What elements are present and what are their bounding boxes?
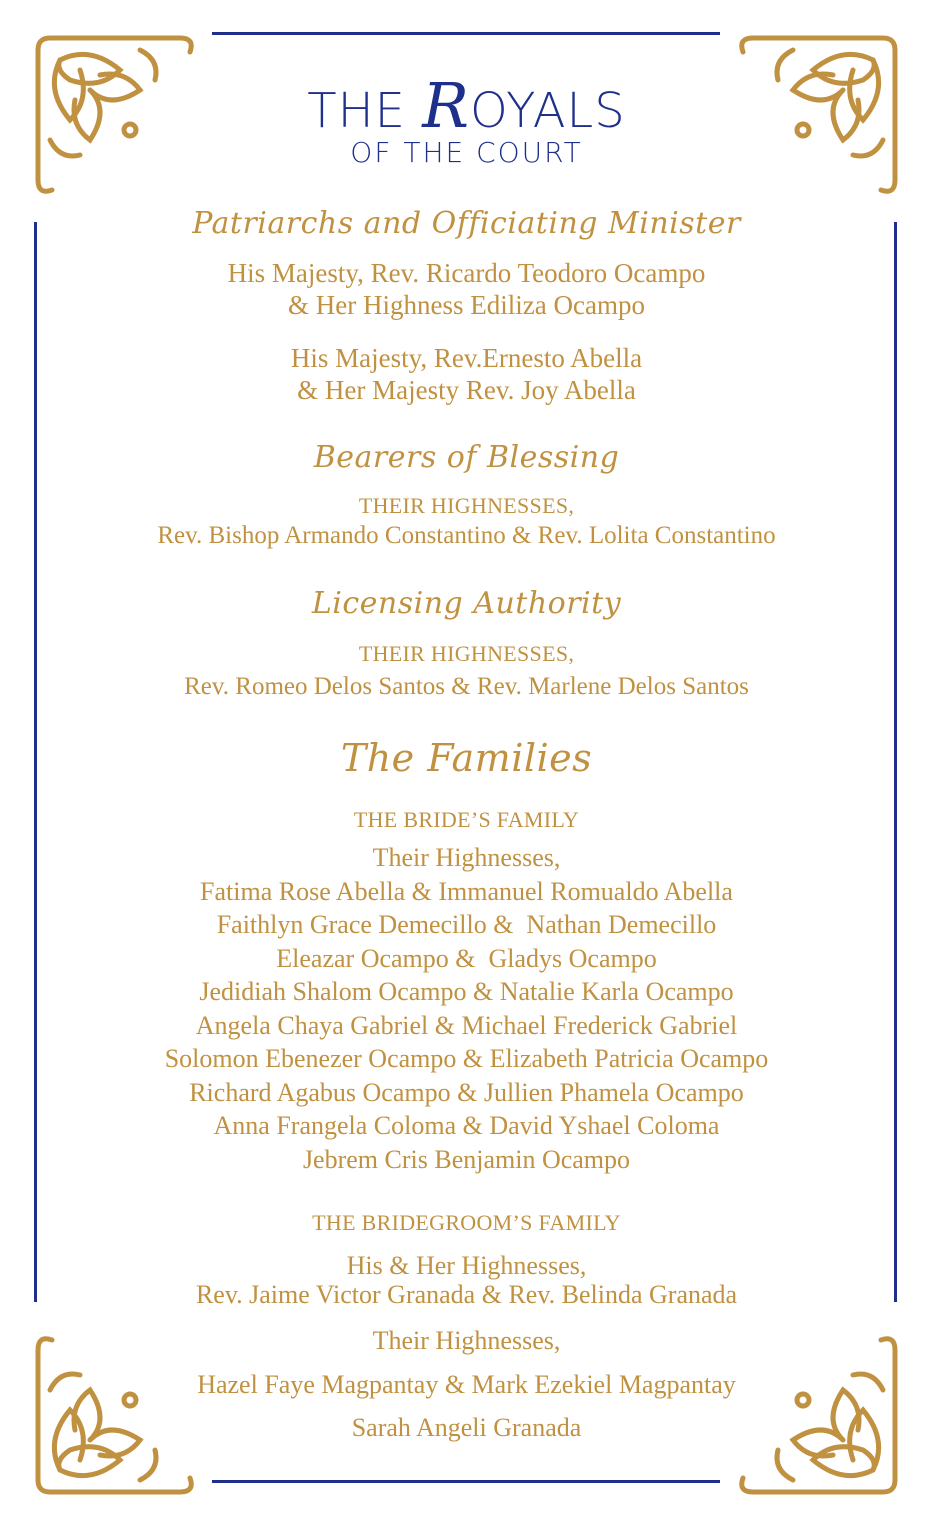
groom-line: Rev. Jaime Victor Granada & Rev. Belinda Granada bbox=[195, 1280, 738, 1309]
list-item: Angela Chaya Gabriel & Michael Frederick Gabriel bbox=[195, 1010, 738, 1040]
groom-line: Hazel Faye Magpantay & Mark Ezekiel Magpantay bbox=[197, 1370, 736, 1399]
patriarchs-line: His Majesty, Rev. Ricardo Teodoro Ocampo bbox=[227, 258, 706, 288]
section-heading-families: The Families bbox=[340, 736, 593, 780]
bearers-names: Rev. Bishop Armando Constantino & Rev. Lolita Constantino bbox=[157, 522, 776, 549]
title-rest: OYALS bbox=[469, 83, 626, 139]
page-subtitle: OF THE COURT bbox=[350, 136, 583, 169]
list-item: Their Highnesses, bbox=[372, 843, 561, 872]
list-item: Fatima Rose Abella & Immanuel Romualdo Abella bbox=[200, 876, 733, 906]
groom-line: His & Her Highnesses, bbox=[346, 1251, 587, 1280]
bride-family-caption: THE BRIDE’S FAMILY bbox=[353, 807, 580, 832]
patriarchs-line: His Majesty, Rev.Ernesto Abella bbox=[290, 343, 643, 373]
licensing-names: Rev. Romeo Delos Santos & Rev. Marlene Delos Santos bbox=[184, 673, 749, 700]
list-item: Jebrem Cris Benjamin Ocampo bbox=[302, 1144, 631, 1174]
groom-line: Sarah Angeli Granada bbox=[351, 1413, 582, 1442]
list-item: Richard Agabus Ocampo & Jullien Phamela Ocampo bbox=[189, 1077, 744, 1107]
list-item: Anna Frangela Coloma & David Yshael Coloma bbox=[213, 1111, 720, 1140]
patriarchs-line: & Her Highness Ediliza Ocampo bbox=[288, 290, 645, 320]
list-item: Solomon Ebenezer Ocampo & Elizabeth Patricia Ocampo bbox=[164, 1044, 769, 1073]
title-prefix: THE bbox=[307, 83, 423, 139]
frame-bottom-line bbox=[212, 1480, 720, 1483]
patriarchs-line: & Her Majesty Rev. Joy Abella bbox=[297, 375, 636, 405]
title-initial: R bbox=[422, 69, 470, 142]
bride-family-list bbox=[0, 841, 933, 1176]
section-heading-licensing: Licensing Authority bbox=[311, 586, 622, 621]
section-heading-patriarchs: Patriarchs and Officiating Minister bbox=[192, 206, 741, 241]
groom-family-caption: THE BRIDEGROOM’S FAMILY bbox=[312, 1210, 621, 1235]
list-item: Faithlyn Grace Demecillo & Nathan Demecillo bbox=[216, 910, 717, 939]
list-item: Eleazar Ocampo & Gladys Ocampo bbox=[276, 943, 657, 973]
page-title bbox=[0, 69, 933, 142]
groom-line: Their Highnesses, bbox=[372, 1326, 561, 1355]
bearers-caption: THEIR HIGHNESSES, bbox=[358, 493, 575, 518]
list-item: Jedidiah Shalom Ocampo & Natalie Karla Ocampo bbox=[199, 977, 734, 1006]
licensing-caption: THEIR HIGHNESSES, bbox=[358, 641, 575, 666]
frame-top-line bbox=[212, 32, 720, 35]
section-heading-bearers: Bearers of Blessing bbox=[313, 440, 620, 475]
